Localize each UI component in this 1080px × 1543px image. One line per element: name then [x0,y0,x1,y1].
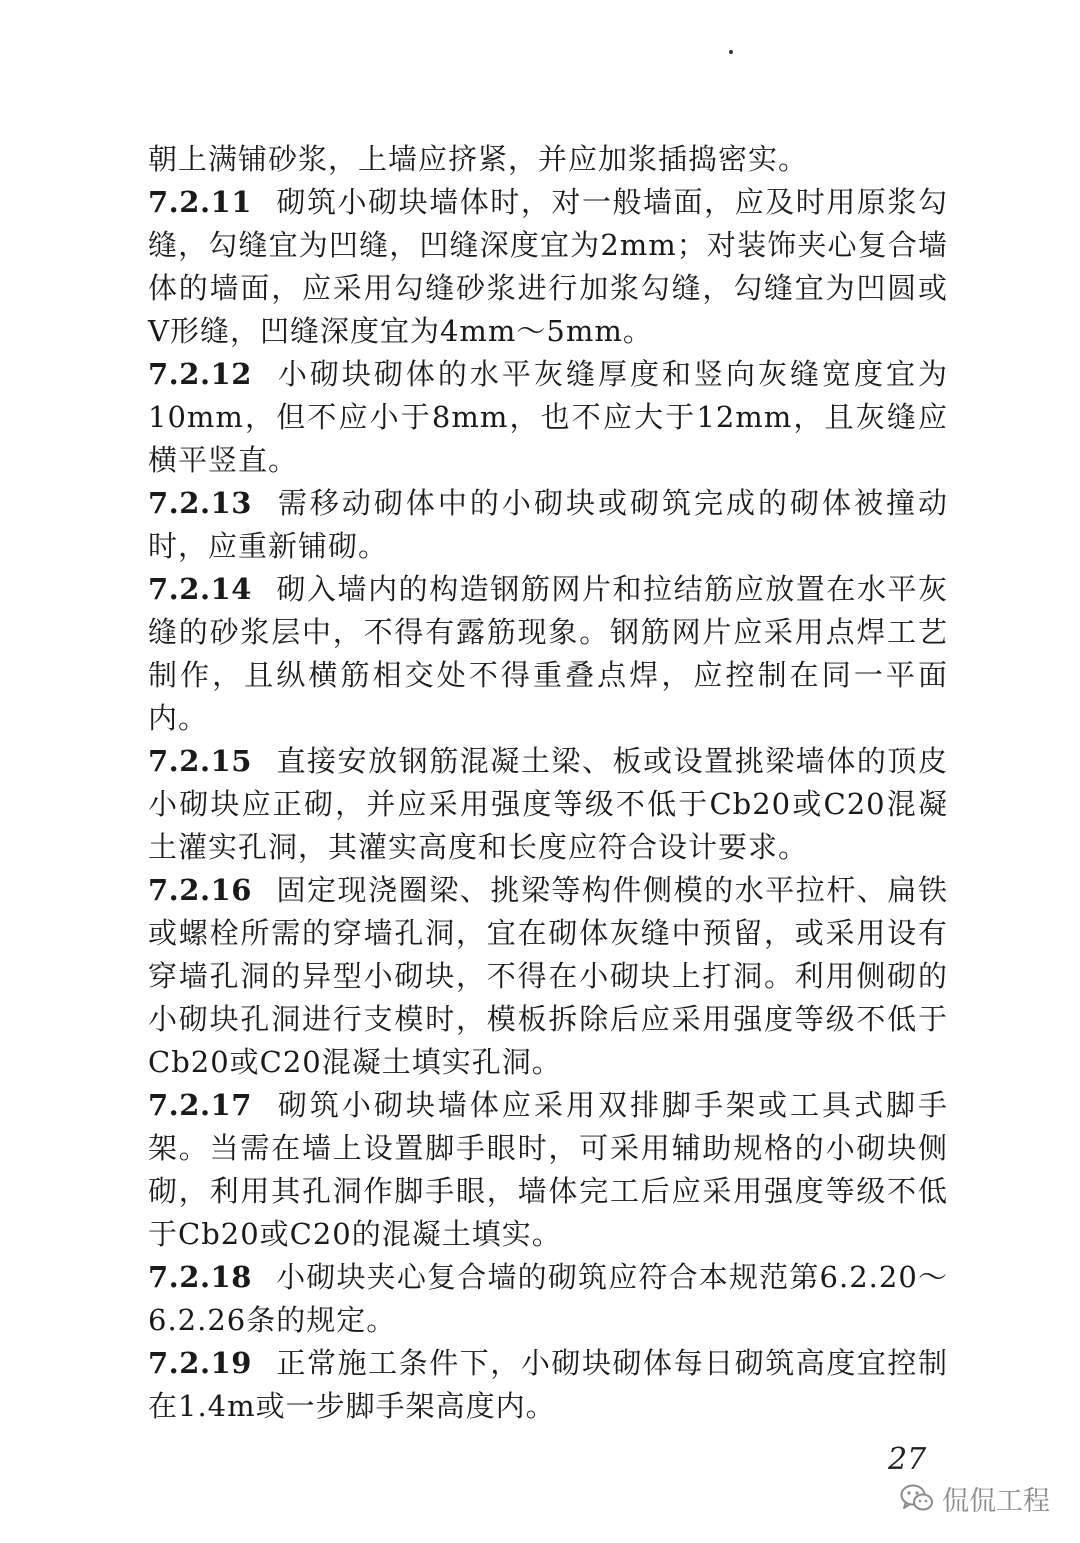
clause-7-2-19 [148,1342,948,1428]
clause-number: 7.2.11 [148,185,252,219]
clause-text: 砌筑小砌块墙体时，对一般墙面，应及时用原浆勾缝，勾缝宜为凹缝，凹缝深度宜为2mm；对装饰夹心复合墙体的墙面，应采用勾缝砂浆进行加浆勾缝，勾缝宜为凹圆或V形缝，凹缝深度宜为4mm～5mm。 [148,185,948,348]
page-number: 27 [888,1442,927,1477]
clause-text: 需移动砌体中的小砌块或砌筑完成的砌体被撞动时，应重新铺砌。 [148,486,948,563]
clause-7-2-13 [148,482,948,568]
clause-7-2-11 [148,181,948,353]
clause-number: 7.2.14 [148,572,252,606]
clause-text: 砌筑小砌块墙体应采用双排脚手架或工具式脚手架。当需在墙上设置脚手眼时，可采用辅助规格的小砌块侧砌，利用其孔洞作脚手眼，墙体完工后应采用强度等级不低于Cb20或C20的混凝土填实。 [148,1088,948,1251]
clause-number: 7.2.17 [148,1088,252,1122]
scan-speck [729,50,733,54]
clause-text: 小砌块夹心复合墙的砌筑应符合本规范第6.2.20～6.2.26条的规定。 [148,1260,948,1337]
watermark [900,1478,1050,1518]
clause-number: 7.2.19 [148,1346,252,1380]
clause-number: 7.2.15 [148,744,252,778]
clause-text: 砌入墙内的构造钢筋网片和拉结筋应放置在水平灰缝的砂浆层中，不得有露筋现象。钢筋网片应采用点焊工艺制作，且纵横筋相交处不得重叠点焊，应控制在同一平面内。 [148,572,948,735]
clause-7-2-18 [148,1256,948,1342]
clause-number: 7.2.13 [148,486,252,520]
clause-text: 正常施工条件下，小砌块砌体每日砌筑高度宜控制在1.4m或一步脚手架高度内。 [148,1346,948,1423]
intro-line: 朝上满铺砂浆，上墙应挤紧，并应加浆插捣密实。 [148,142,809,176]
page-body [148,138,948,1428]
clause-number: 7.2.12 [148,357,252,391]
watermark-text: 侃侃工程 [942,1485,1050,1517]
clause-7-2-16 [148,869,948,1084]
clause-7-2-14 [148,568,948,740]
clause-text: 直接安放钢筋混凝土梁、板或设置挑梁墙体的顶皮小砌块应正砌，并应采用强度等级不低于Cb20或C20混凝土灌实孔洞，其灌实高度和长度应符合设计要求。 [148,744,948,864]
clause-7-2-17 [148,1084,948,1256]
clause-text: 固定现浇圈梁、挑梁等构件侧模的水平拉杆、扁铁或螺栓所需的穿墙孔洞，宜在砌体灰缝中预留，或采用设有穿墙孔洞的异型小砌块，不得在小砌块上打洞。利用侧砌的小砌块孔洞进行支模时，模板拆除后应采用强度等级不低于Cb20或C20混凝土填实孔洞。 [148,873,948,1079]
clause-7-2-15 [148,740,948,869]
clause-number: 7.2.18 [148,1260,252,1294]
clause-number: 7.2.16 [148,873,252,907]
clause-7-2-12 [148,353,948,482]
wechat-icon [900,1483,934,1513]
clause-text: 小砌块砌体的水平灰缝厚度和竖向灰缝宽度宜为10mm，但不应小于8mm，也不应大于12mm，且灰缝应横平竖直。 [148,357,948,477]
